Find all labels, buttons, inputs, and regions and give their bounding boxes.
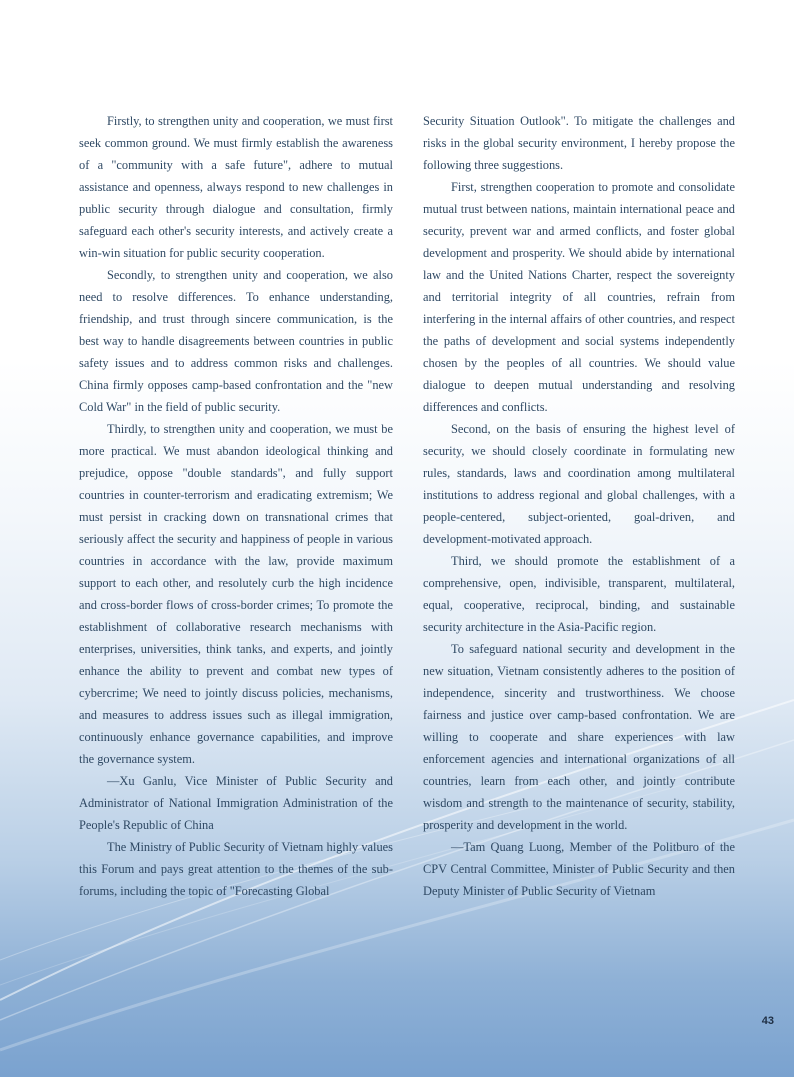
- paragraph-continuation: Security Situation Outlook". To mitigate the challenges and risks in the global security environment, I hereby propose the following three suggestions.: [423, 114, 735, 172]
- paragraph-third-suggestion: Third, we should promote the establishment of a comprehensive, open, indivisible, transparent, multilateral, equal, cooperative, reciprocal, binding, and sustainable security architecture in the Asia-Pacific region.: [423, 554, 735, 634]
- page-number: 43: [761, 1015, 774, 1027]
- left-text-column: [79, 110, 393, 902]
- right-text-column: [423, 110, 735, 902]
- attribution-tam-quang-luong: —Tam Quang Luong, Member of the Politburo of the CPV Central Committee, Minister of Public Security and then Deputy Minister of Public Security of Vietnam: [423, 840, 735, 898]
- paragraph-first-suggestion: First, strengthen cooperation to promote and consolidate mutual trust between nations, maintain international peace and security, prevent war and armed conflicts, and foster global development and prosperity. We should abide by international law and the United Nations Charter, respect the sovereignty and territorial integrity of all countries, refrain from interfering in the internal affairs of other countries, and respect the paths of development and social systems independently chosen by the peoples of all countries. We should value dialogue to deepen mutual understanding and resolving differences and conflicts.: [423, 180, 735, 414]
- paragraph-more-practical: Thirdly, to strengthen unity and cooperation, we must be more practical. We must abandon ideological thinking and prejudice, oppose "double standards", and fully support countries in counter-terrorism and eradicating extremism; We must persist in cracking down on transnational crimes that seriously affect the security and happiness of people in various countries in accordance with the law, provide maximum support to each other, and resolutely curb the high incidence and cross-border flows of cross-border crimes; To promote the establishment of collaborative research mechanisms with enterprises, universities, think tanks, and experts, and jointly enhance the ability to prevent and combat new types of cybercrime; We need to jointly discuss policies, mechanisms, and measures to address issues such as illegal immigration, continuously enhance governance capabilities, and improve the governance system.: [79, 422, 393, 766]
- attribution-xu-ganlu: —Xu Ganlu, Vice Minister of Public Security and Administrator of National Immigration Administration of the People's Republic of China: [79, 774, 393, 832]
- paragraph-unity-common-ground: Firstly, to strengthen unity and cooperation, we must first seek common ground. We must firmly establish the awareness of a "community with a safe future", adhere to mutual assistance and openness, always respond to new challenges in public security through dialogue and consultation, firmly safeguard each other's security interests, and actively create a win-win situation for public security cooperation.: [79, 114, 393, 260]
- paragraph-resolve-differences: Secondly, to strengthen unity and cooperation, we also need to resolve differences. To enhance understanding, friendship, and trust through sincere communication, is the best way to handle disagreements between countries in public safety issues and to address common risks and challenges. China firmly opposes camp-based confrontation and the "new Cold War" in the field of public security.: [79, 268, 393, 414]
- paragraph-vietnam-ministry-intro: The Ministry of Public Security of Vietnam highly values this Forum and pays great attention to the themes of the sub-forums, including the topic of "Forecasting Global: [79, 840, 393, 898]
- paragraph-vietnam-position: To safeguard national security and development in the new situation, Vietnam consistently adheres to the position of independence, sincerity and trustworthiness. We choose fairness and justice over camp-based confrontation. We are willing to cooperate and share experiences with law enforcement agencies and international organizations of all countries, learn from each other, and jointly contribute wisdom and strength to the maintenance of security, stability, prosperity and development in the world.: [423, 642, 735, 832]
- paragraph-second-suggestion: Second, on the basis of ensuring the highest level of security, we should closely coordinate in formulating new rules, standards, laws and coordination among multilateral institutions to address regional and global challenges, with a people-centered, subject-oriented, goal-driven, and development-motivated approach.: [423, 422, 735, 546]
